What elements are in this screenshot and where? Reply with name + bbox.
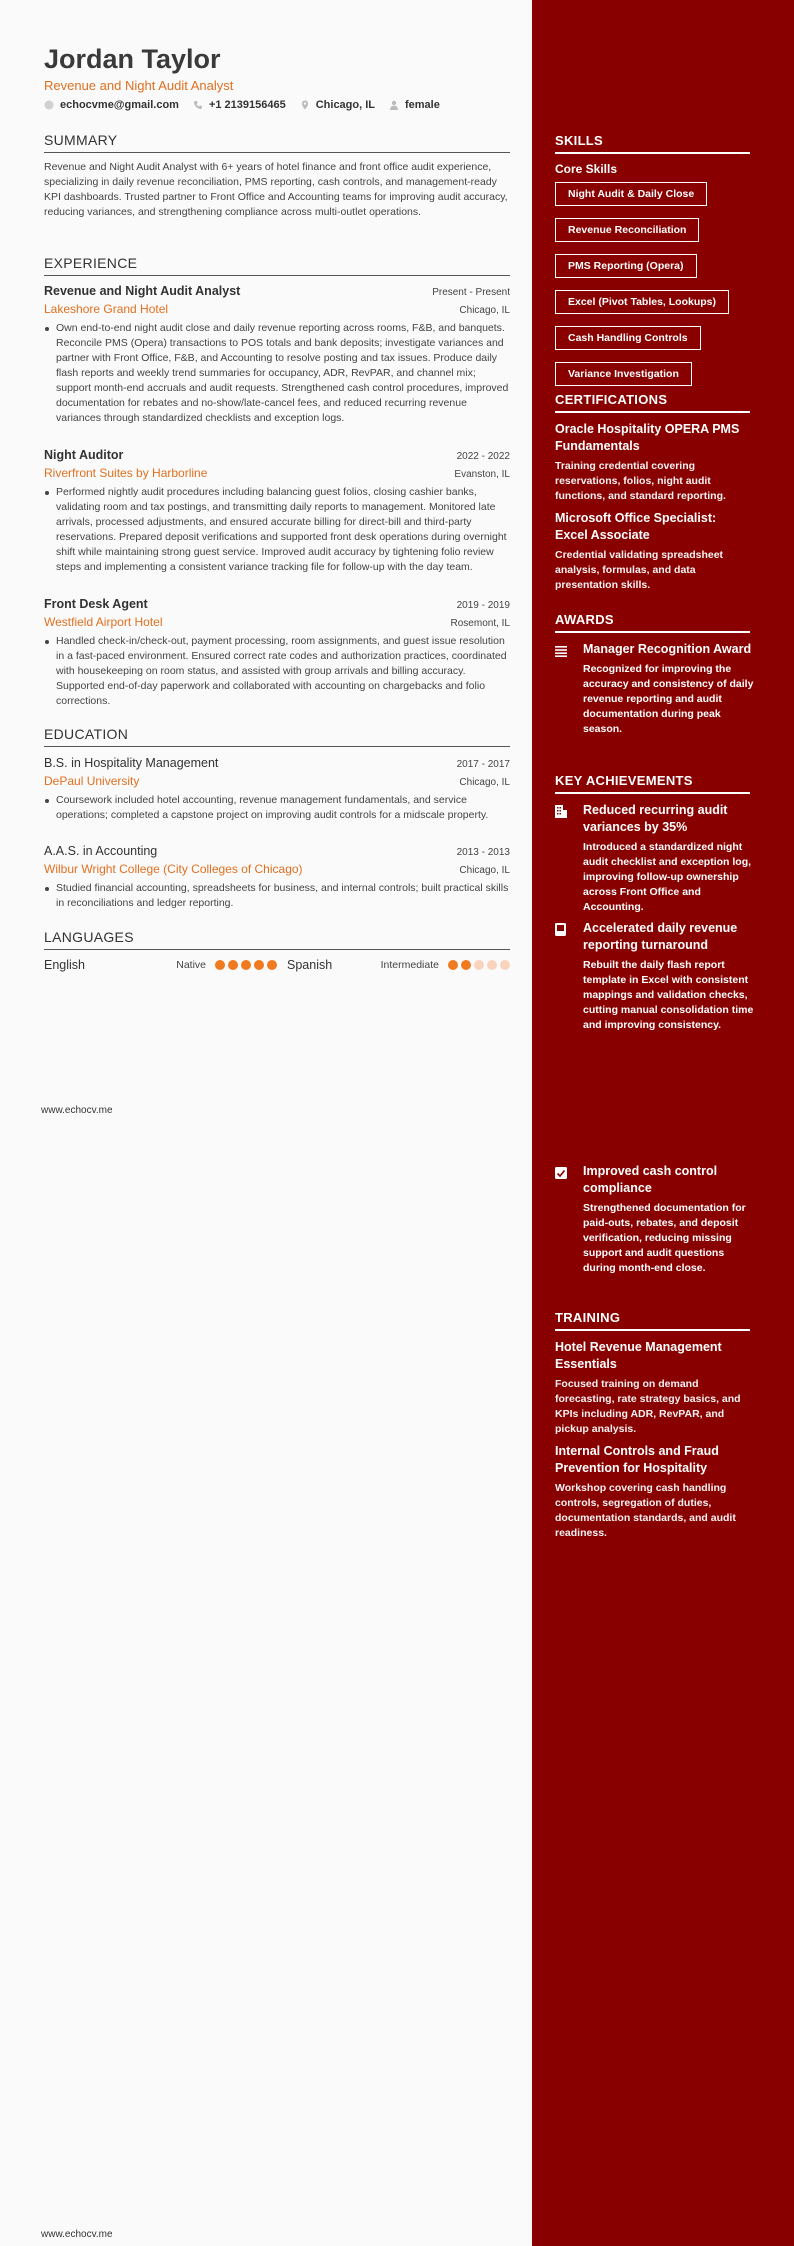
rating-dot-filled	[241, 960, 251, 970]
award-description: Recognized for improving the accuracy and consistency of daily revenue reporting and audit documentation during peak season.	[583, 663, 754, 735]
job-description: Own end-to-end night audit close and daily revenue reporting across rooms, F&B, and banquets. Reconcile PMS (Opera) transactions to POS totals and bank deposits; investigate variances and partner with Front Office, F&B, and Accounting to resolve posting and tax issues. Produce daily flash reports and weekly trend summaries for occupancy, ADR, RevPAR, and channel mix; support month-end accruals and audit requests. Strengthened cash control procedures, improved documentation for rebates and no-show/late-cancel fees, and reduced recurring revenue variances through standardized checklists and exception logs.	[56, 322, 509, 424]
language-level: Native	[176, 959, 206, 971]
award-name: Manager Recognition Award	[583, 642, 752, 656]
contact-row	[44, 99, 454, 111]
footer-link[interactable]: www.echocv.me	[41, 2229, 113, 2240]
skill-chip: Cash Handling Controls	[555, 326, 701, 350]
job-entry	[44, 597, 510, 709]
achievement-description: Introduced a standardized night audit checklist and exception log, improving follow-up ownership across Front Office and Accounting.	[583, 841, 752, 913]
degree-name: A.A.S. in Accounting	[44, 844, 158, 858]
rating-dot-empty	[474, 960, 484, 970]
achievement-description: Strengthened documentation for paid-outs, rebates, and deposit verification, reducing missing support and audit questions during month-end close.	[583, 1202, 746, 1274]
rating-dot-empty	[500, 960, 510, 970]
skill-chip: Variance Investigation	[555, 362, 692, 386]
job-dates: Present - Present	[432, 287, 510, 298]
job-dates: 2022 - 2022	[456, 451, 510, 462]
skills-heading: SKILLS	[555, 133, 750, 154]
achievement-name: Reduced recurring audit variances by 35%	[583, 803, 728, 834]
school-name: Wilbur Wright College (City Colleges of Chicago)	[44, 862, 303, 876]
training-item	[555, 1339, 750, 1437]
education-description: Studied financial accounting, spreadsheets for business, and internal controls; built practical skills in reconciliations and ledger reporting.	[56, 882, 509, 909]
rating-dot-filled	[448, 960, 458, 970]
education-dates: 2017 - 2017	[456, 759, 510, 770]
education-description: Coursework included hotel accounting, revenue management fundamentals, and service operations; completed a capstone project on improving audit controls for a midscale property.	[56, 793, 510, 823]
certifications-heading: CERTIFICATIONS	[555, 392, 750, 413]
phone-icon	[193, 100, 203, 110]
job-dates: 2019 - 2019	[456, 600, 510, 611]
job-entry	[44, 284, 510, 426]
job-location: Rosemont, IL	[450, 618, 510, 629]
rating-dot-filled	[254, 960, 264, 970]
location-text: Chicago, IL	[315, 99, 375, 111]
language-item	[277, 958, 510, 972]
language-name: Spanish	[287, 958, 333, 972]
skills-list	[555, 182, 755, 396]
training-description: Workshop covering cash handling controls, segregation of duties, documentation standards, and audit readiness.	[555, 1482, 736, 1539]
achievement-name: Accelerated daily revenue reporting turnaround	[583, 921, 738, 952]
contact-phone[interactable]	[193, 99, 286, 111]
language-level: Intermediate	[380, 959, 439, 971]
rating-dot-filled	[267, 960, 277, 970]
training-description: Focused training on demand forecasting, rate strategy basics, and KPIs including ADR, RevPAR, and pickup analysis.	[555, 1378, 741, 1435]
contact-email[interactable]	[44, 99, 179, 111]
achievements-heading: KEY ACHIEVEMENTS	[555, 773, 750, 794]
summary-text: Revenue and Night Audit Analyst with 6+ years of hotel finance and front office audit experience, specializing in daily revenue reconciliation, PMS reporting, cash controls, and management-ready KPI dashboards. Trusted partner to Front Office and Accounting teams for improving audit accuracy, reducing variances, and strengthening compliance across multi-outlet operations.	[44, 161, 508, 218]
candidate-headline: Revenue and Night Audit Analyst	[44, 78, 234, 93]
skill-chip: PMS Reporting (Opera)	[555, 254, 697, 278]
job-title: Revenue and Night Audit Analyst	[44, 284, 241, 298]
languages-row	[44, 958, 510, 972]
email-text: echocvme@gmail.com	[60, 99, 179, 111]
email-icon	[44, 100, 54, 110]
achievement-name: Improved cash control compliance	[583, 1164, 718, 1195]
job-description: Performed nightly audit procedures including balancing guest folios, closing cashier banks, validating room and tax postings, and transmitting daily reports to management. Monitored late arrivals, processed adjustments, and ensured accurate billing for direct-bill and third-party reservations. Prepared deposit verifications and supported front desk operations during overnight shift while maintaining strong guest service. Improved audit accuracy by tightening folio review steps and implementing a consistent variance tracking file for follow-up with the day team.	[56, 485, 510, 575]
location-pin-icon	[300, 100, 310, 110]
achievement-item	[555, 920, 755, 1033]
gender-text: female	[405, 99, 440, 111]
education-heading: EDUCATION	[44, 726, 510, 747]
certification-name: Oracle Hospitality OPERA PMS Fundamentals	[555, 422, 740, 453]
rating-dot-filled	[228, 960, 238, 970]
certification-name: Microsoft Office Specialist: Excel Associate	[555, 511, 717, 542]
job-location: Evanston, IL	[454, 469, 510, 480]
book-icon	[555, 923, 567, 936]
rating-dot-empty	[487, 960, 497, 970]
skill-chip: Night Audit & Daily Close	[555, 182, 707, 206]
contact-location	[300, 99, 375, 111]
achievement-item	[555, 1163, 755, 1276]
job-location: Chicago, IL	[459, 305, 510, 316]
education-entry	[44, 844, 510, 911]
job-employer: Lakeshore Grand Hotel	[44, 302, 169, 316]
language-rating	[212, 960, 277, 970]
job-employer: Westfield Airport Hotel	[44, 615, 163, 629]
education-dates: 2013 - 2013	[456, 847, 510, 858]
list-icon	[555, 645, 567, 657]
languages-heading: LANGUAGES	[44, 929, 510, 950]
training-name: Hotel Revenue Management Essentials	[555, 1340, 722, 1371]
rating-dot-filled	[215, 960, 225, 970]
phone-text: +1 2139156465	[208, 99, 286, 111]
checklist-icon	[555, 1167, 567, 1179]
job-employer: Riverfront Suites by Harborline	[44, 466, 208, 480]
achievement-item	[555, 802, 755, 915]
building-icon	[555, 805, 567, 818]
training-item	[555, 1443, 750, 1541]
footer-link[interactable]: www.echocv.me	[41, 1105, 113, 1116]
rating-dot-filled	[461, 960, 471, 970]
skill-chip: Excel (Pivot Tables, Lookups)	[555, 290, 729, 314]
training-name: Internal Controls and Fraud Prevention for Hospitality	[555, 1444, 719, 1475]
education-entry	[44, 756, 510, 823]
achievement-description: Rebuilt the daily flash report template in Excel with consistent mappings and validation checks, cutting manual consolidation time and improving consistency.	[583, 959, 754, 1031]
award-item	[555, 641, 755, 737]
job-description: Handled check-in/check-out, payment processing, room assignments, and guest issue resolution in a fast-paced environment. Ensured correct rate codes and authorization practices, coordinated with housekeeping on room status, and assisted with group arrivals and billing accuracy. Supported end-of-day paperwork and collaborated with accounting on chargebacks and folio corrections.	[56, 634, 510, 709]
certification-description: Credential validating spreadsheet analysis, formulas, and data presentation skills.	[555, 549, 724, 591]
experience-heading: EXPERIENCE	[44, 255, 510, 276]
language-name: English	[44, 958, 85, 972]
degree-name: B.S. in Hospitality Management	[44, 756, 219, 770]
skills-subheading: Core Skills	[555, 162, 618, 176]
certification-item	[555, 510, 750, 593]
job-title: Front Desk Agent	[44, 597, 148, 611]
contact-gender	[389, 99, 440, 111]
language-rating	[445, 960, 510, 970]
school-location: Chicago, IL	[459, 777, 510, 788]
candidate-name: Jordan Taylor	[44, 44, 221, 74]
language-item	[44, 958, 277, 972]
training-heading: TRAINING	[555, 1310, 750, 1331]
skill-chip: Revenue Reconciliation	[555, 218, 699, 242]
summary-heading: SUMMARY	[44, 132, 510, 153]
job-entry	[44, 448, 510, 575]
certification-description: Training credential covering reservations, folios, night audit functions, and standard reporting.	[555, 460, 726, 502]
person-icon	[389, 100, 399, 110]
job-title: Night Auditor	[44, 448, 124, 462]
school-name: DePaul University	[44, 774, 140, 788]
certification-item	[555, 421, 750, 504]
school-location: Chicago, IL	[459, 865, 510, 876]
awards-heading: AWARDS	[555, 612, 750, 633]
